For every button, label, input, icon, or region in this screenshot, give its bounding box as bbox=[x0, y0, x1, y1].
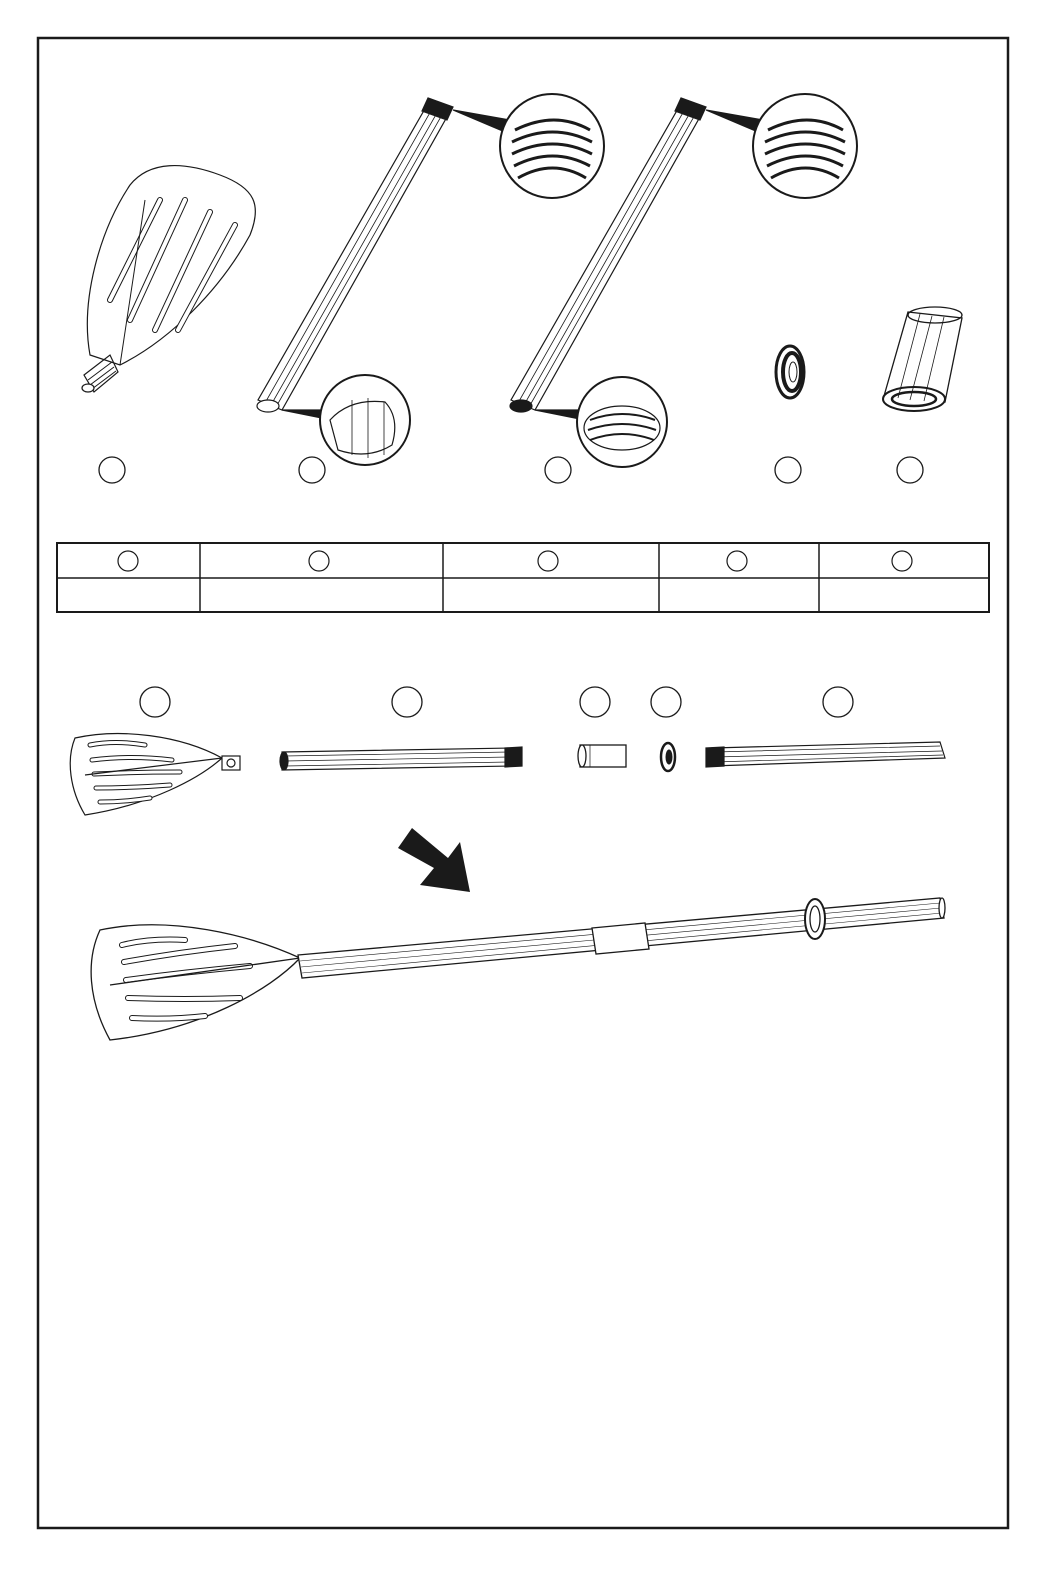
table-header-cell-2 bbox=[309, 551, 329, 571]
ring-washer-icon bbox=[661, 743, 675, 771]
shaft-pole-icon bbox=[706, 742, 945, 767]
exploded-callout-1 bbox=[140, 687, 170, 717]
part-callout-4 bbox=[775, 457, 801, 483]
assembly-arrow-icon bbox=[398, 828, 470, 892]
coupler-sleeve-icon bbox=[883, 307, 962, 411]
exploded-callout-2 bbox=[392, 687, 422, 717]
parts-row bbox=[82, 94, 962, 483]
part-callout-3 bbox=[545, 457, 571, 483]
paddle-blade-icon bbox=[70, 734, 240, 815]
exploded-callout-3 bbox=[580, 687, 610, 717]
ring-washer-icon bbox=[776, 346, 804, 398]
parts-table bbox=[57, 543, 989, 612]
shaft-pole-icon bbox=[280, 747, 522, 770]
exploded-callout-4 bbox=[651, 687, 681, 717]
shaft-pole-icon bbox=[257, 94, 604, 465]
table-header-cell-4 bbox=[727, 551, 747, 571]
exploded-row bbox=[70, 687, 945, 815]
coupler-sleeve-icon bbox=[578, 745, 626, 767]
table-header-cell-5 bbox=[892, 551, 912, 571]
part-callout-2 bbox=[299, 457, 325, 483]
exploded-callout-5 bbox=[823, 687, 853, 717]
part-callout-5 bbox=[897, 457, 923, 483]
table-header-cell-3 bbox=[538, 551, 558, 571]
assembled-paddle-icon bbox=[91, 898, 945, 1040]
table-header-cell-1 bbox=[118, 551, 138, 571]
part-callout-1 bbox=[99, 457, 125, 483]
paddle-blade-icon bbox=[82, 166, 255, 392]
